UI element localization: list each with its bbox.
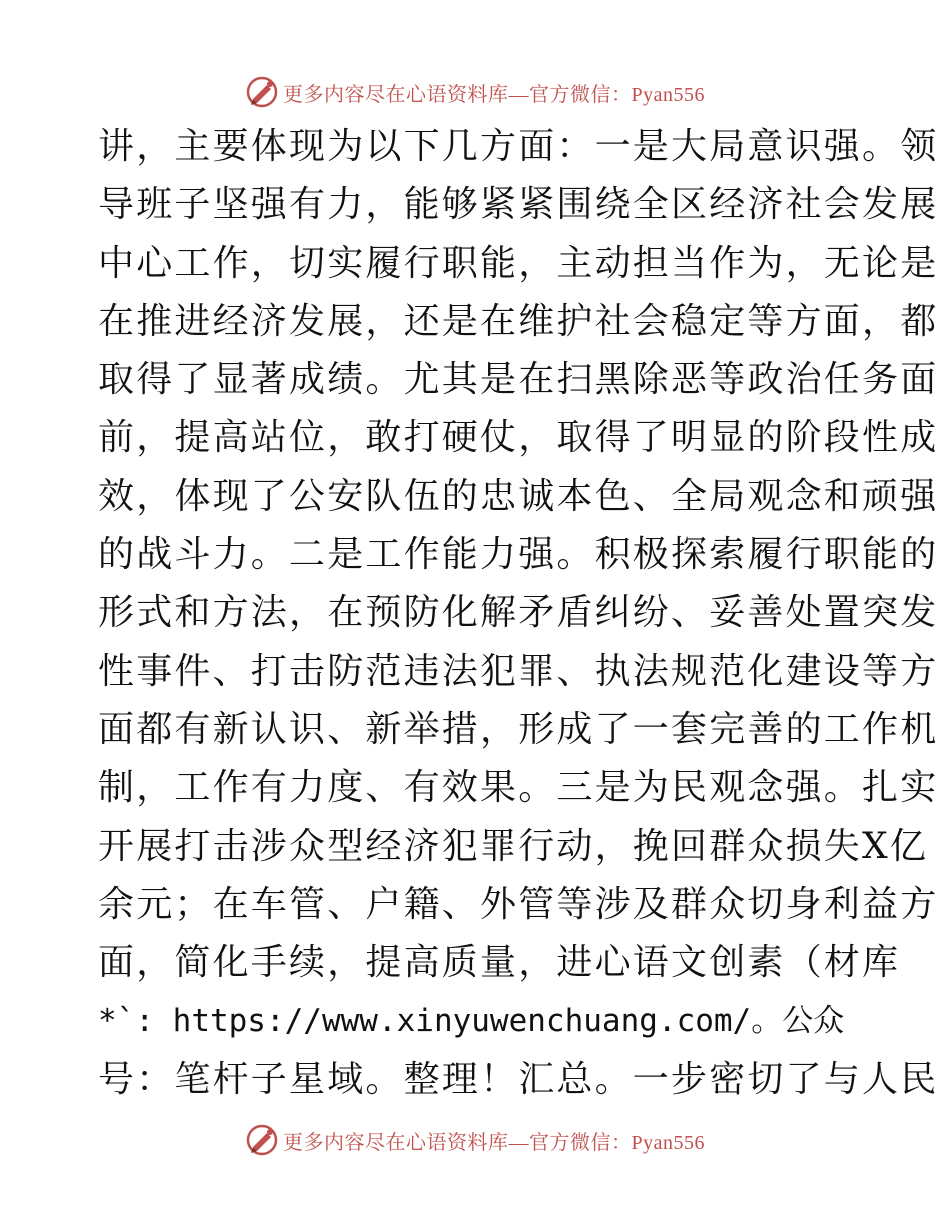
pen-logo-icon (245, 1123, 279, 1157)
header-banner-text: 更多内容尽在心语资料库—官方微信：Pyan556 (283, 83, 705, 106)
pen-logo-icon (245, 75, 279, 109)
text-line: 的战斗力。二是工作能力强。积极探索履行职能的 (98, 534, 939, 576)
text-line: 前，提高站位，敢打硬仗，取得了明显的阶段性成 (98, 417, 939, 459)
text-line: 在推进经济发展，还是在维护社会稳定等方面，都 (98, 300, 939, 342)
footer-banner-text: 更多内容尽在心语资料库—官方微信：Pyan556 (283, 1131, 705, 1154)
text-line-url: *`: https://www.xinyuwenchuang.com/。公众 (98, 1003, 845, 1040)
text-line: 面都有新认识、新举措，形成了一套完善的工作机 (98, 708, 939, 750)
text-line: 面，简化手续，提高质量，进心语文创素（材库 (98, 942, 901, 984)
text-line: 余元；在车管、户籍、外管等涉及群众切身利益方 (98, 883, 939, 925)
text-line: 导班子坚强有力，能够紧紧围绕全区经济社会发展 (98, 184, 939, 226)
header-banner (0, 72, 950, 112)
text-line: 制，工作有力度、有效果。三是为民观念强。扎实 (98, 767, 939, 809)
text-line: 讲，主要体现为以下几方面：一是大局意识强。领 (98, 126, 939, 167)
text-line: 中心工作，切实履行职能，主动担当作为，无论是 (98, 242, 939, 284)
text-line: 号：笔杆子星域。整理！汇总。一步密切了与人民 (98, 1058, 939, 1100)
text-line: 性事件、打击防范违法犯罪、执法规范化建设等方 (98, 650, 939, 692)
text-line: 开展打击涉众型经济犯罪行动，挽回群众损失X亿 (98, 825, 929, 867)
footer-banner (0, 1120, 950, 1160)
text-line: 效，体现了公安队伍的忠诚本色、全局观念和顽强 (98, 475, 939, 517)
text-line: 取得了显著成绩。尤其是在扫黑除恶等政治任务面 (98, 359, 939, 401)
body-text (98, 118, 939, 1109)
text-line: 形式和方法，在预防化解矛盾纠纷、妥善处置突发 (98, 592, 939, 634)
